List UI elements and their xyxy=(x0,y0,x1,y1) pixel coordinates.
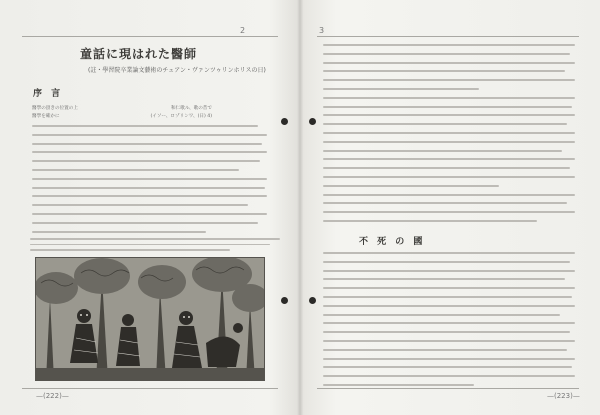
section-heading-immortal-land: 不 死 の 國 xyxy=(359,237,426,247)
toc-page: 和仁歌ル、歌の昔で xyxy=(171,106,212,111)
punch-hole-icon xyxy=(281,118,288,125)
page-number-top-left: 2 xyxy=(240,26,246,35)
toc-page: (イソー、ロゾリンワ、(日) 4) xyxy=(150,113,212,119)
bottom-rule-right xyxy=(317,388,579,389)
table-of-contents xyxy=(32,105,212,120)
left-page xyxy=(0,0,299,415)
bottom-rule-left xyxy=(22,388,278,389)
toc-row xyxy=(32,113,212,121)
page-number-bottom-left: —(222)— xyxy=(36,392,69,400)
section-heading-preface: 序 言 xyxy=(33,89,64,99)
illustration-caption xyxy=(30,238,280,251)
body-text-right-lower xyxy=(323,252,575,393)
punch-hole-icon xyxy=(309,297,316,304)
body-text-right-upper xyxy=(323,44,575,229)
top-rule-left xyxy=(22,36,278,37)
punch-hole-icon xyxy=(281,297,288,304)
top-rule-right xyxy=(317,36,579,37)
article-subtitle: (註・學習院卒業論文藝術のチェアン・ヴァンツゥリンホリスの日) xyxy=(88,67,266,74)
article-title: 童話に現はれた醫師 xyxy=(80,47,198,61)
toc-label: 醫學を確かに xyxy=(32,113,60,119)
punch-hole-icon xyxy=(309,118,316,125)
toc-label: 醫學の頂きの位置の上 xyxy=(32,106,78,111)
woodcut-illustration xyxy=(35,257,265,381)
body-text-left xyxy=(32,125,267,239)
right-page xyxy=(301,0,600,415)
page-number-bottom-right: —(223)— xyxy=(547,392,580,400)
woodcut-illustration-drawing xyxy=(36,258,264,380)
page-number-top-right: 3 xyxy=(319,26,325,35)
toc-row xyxy=(32,105,212,113)
